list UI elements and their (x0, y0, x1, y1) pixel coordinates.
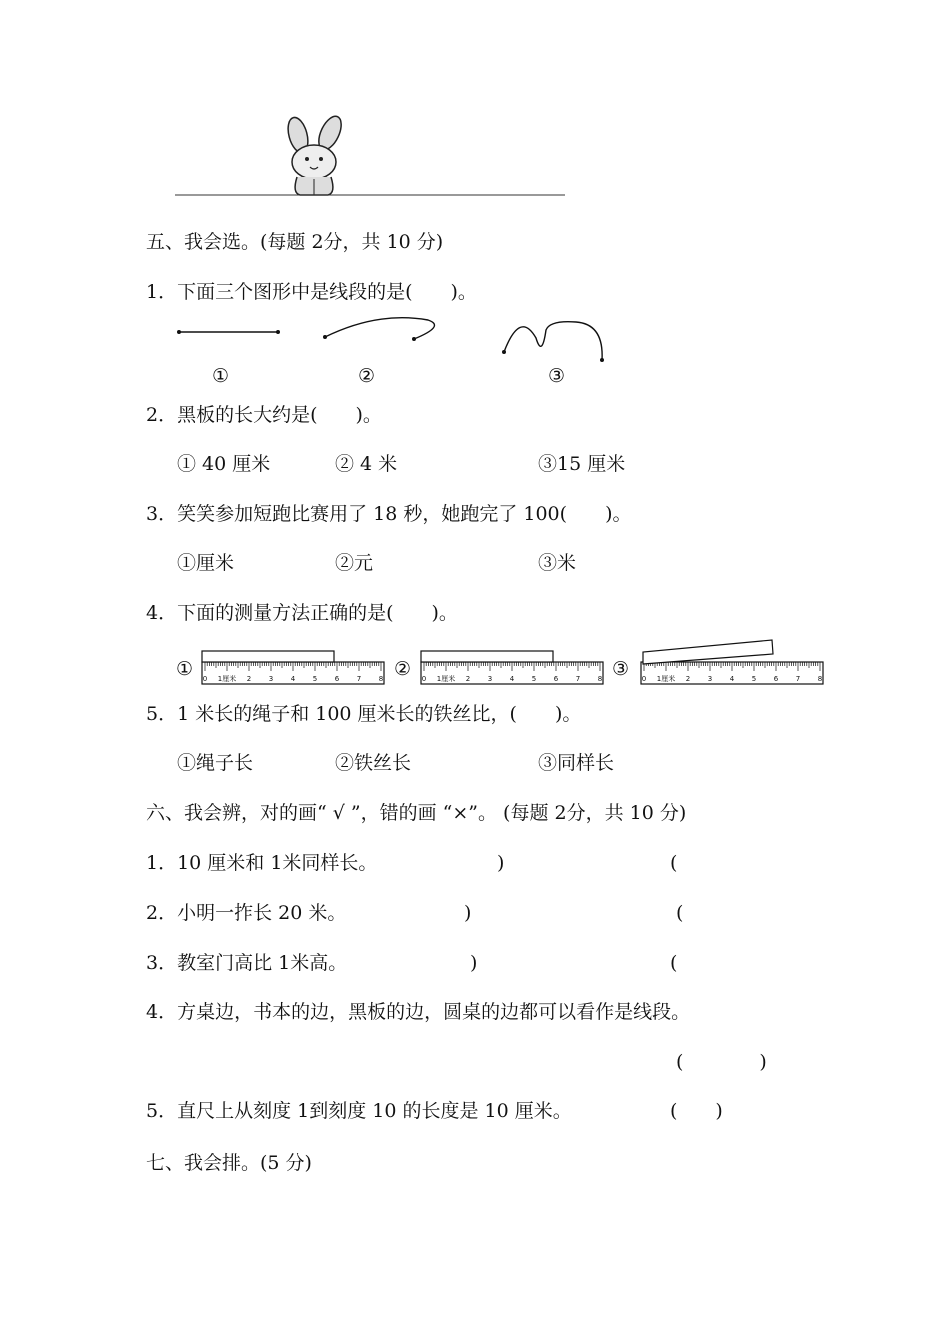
q2-option-2[interactable]: ② 4 米 (335, 453, 398, 475)
judge-close-paren-3: ) (470, 952, 478, 974)
judge-item-2: 2．小明一拃长 20 米。 (146, 902, 347, 924)
ruler-tick-label: 4 (290, 675, 296, 683)
bunny-icon (270, 115, 360, 200)
ruler-tick-label: 3 (268, 675, 274, 683)
section6-title: 六、我会辨，对的画“ √ ”，错的画 “×”。 (每题 2分，共 10 分) (146, 802, 687, 824)
judge-answer-1[interactable]: ( (670, 852, 678, 874)
measured-object (202, 651, 334, 662)
q1-figure-segment (174, 325, 284, 339)
q4-text: 4．下面的测量方法正确的是( )。 (146, 602, 458, 624)
q1-option-1[interactable]: ① (212, 365, 230, 387)
ruler-tick-label: 2 (685, 675, 691, 683)
measured-object (643, 640, 773, 664)
ruler-tick-label: 3 (487, 675, 493, 683)
divider-line (175, 194, 565, 196)
q3-option-2[interactable]: ②元 (335, 552, 374, 574)
ruler-tick-label: 1厘米 (656, 675, 676, 683)
section7-title: 七、我会排。(5 分) (146, 1152, 312, 1174)
q4-mark-3[interactable]: ③ (612, 658, 630, 680)
q5-text: 5．1 米长的绳子和 100 厘米长的铁丝比，( )。 (146, 703, 582, 725)
ruler-tick-label: 5 (312, 675, 318, 683)
q2-text: 2．黑板的长大约是( )。 (146, 404, 382, 426)
ruler-tick-label: 8 (597, 675, 603, 683)
ruler-tick-label: 4 (509, 675, 515, 683)
ruler-tick-label: 6 (334, 675, 340, 683)
q2-option-1[interactable]: ① 40 厘米 (177, 453, 271, 475)
ruler-tick-label: 6 (773, 675, 779, 683)
judge-answer-4[interactable]: ( ) (676, 1051, 767, 1073)
judge-close-paren-1: ) (497, 852, 505, 874)
ruler-tick-label: 7 (575, 675, 581, 683)
ruler-tick-label: 0 (641, 675, 647, 683)
q1-option-2[interactable]: ② (358, 365, 376, 387)
judge-item-3: 3．教室门高比 1米高。 (146, 952, 348, 974)
q5-option-3[interactable]: ③同样长 (538, 752, 615, 774)
q3-option-1[interactable]: ①厘米 (177, 552, 235, 574)
ruler-tick-label: 6 (553, 675, 559, 683)
ruler-tick-label: 0 (202, 675, 208, 683)
q1-figure-arcs (498, 318, 608, 366)
ruler-tick-label: 3 (707, 675, 713, 683)
ruler-tick-label: 2 (465, 675, 471, 683)
judge-answer-3[interactable]: ( (670, 952, 678, 974)
ruler-option-3 (640, 636, 830, 690)
judge-item-4: 4．方桌边，书本的边，黑板的边，圆桌的边都可以看作是线段。 (146, 1001, 691, 1023)
ruler-tick-label: 1厘米 (436, 675, 456, 683)
q4-mark-2[interactable]: ② (394, 658, 412, 680)
ruler-tick-label: 5 (531, 675, 537, 683)
judge-item-5: 5．直尺上从刻度 1到刻度 10 的长度是 10 厘米。 (146, 1100, 572, 1122)
ruler-tick-label: 8 (378, 675, 384, 683)
measured-object (421, 651, 553, 662)
q4-mark-1[interactable]: ① (176, 658, 194, 680)
q5-option-1[interactable]: ①绳子长 (177, 752, 254, 774)
judge-answer-5[interactable]: ( ) (670, 1100, 723, 1122)
ruler-tick-label: 8 (817, 675, 823, 683)
ruler-option-2 (420, 650, 610, 690)
judge-answer-2[interactable]: ( (676, 902, 684, 924)
ruler-tick-label: 0 (421, 675, 427, 683)
ruler-tick-label: 4 (729, 675, 735, 683)
q5-option-2[interactable]: ②铁丝长 (335, 752, 412, 774)
judge-item-1: 1．10 厘米和 1米同样长。 (146, 852, 378, 874)
judge-close-paren-2: ) (464, 902, 472, 924)
section5-title: 五、我会选。(每题 2分，共 10 分) (146, 231, 444, 253)
ruler-tick-label: 2 (246, 675, 252, 683)
ruler-tick-label: 5 (751, 675, 757, 683)
ruler-tick-label: 7 (795, 675, 801, 683)
ruler-tick-label: 1厘米 (217, 675, 237, 683)
q2-option-3[interactable]: ③15 厘米 (538, 453, 626, 475)
q1-option-3[interactable]: ③ (548, 365, 566, 387)
q1-figure-curve (318, 316, 443, 346)
ruler-tick-label: 7 (356, 675, 362, 683)
q3-text: 3．笑笑参加短跑比赛用了 18 秒，她跑完了 100( )。 (146, 503, 632, 525)
q3-option-3[interactable]: ③米 (538, 552, 577, 574)
ruler-option-1 (201, 650, 391, 690)
q1-text: 1．下面三个图形中是线段的是( )。 (146, 281, 477, 303)
